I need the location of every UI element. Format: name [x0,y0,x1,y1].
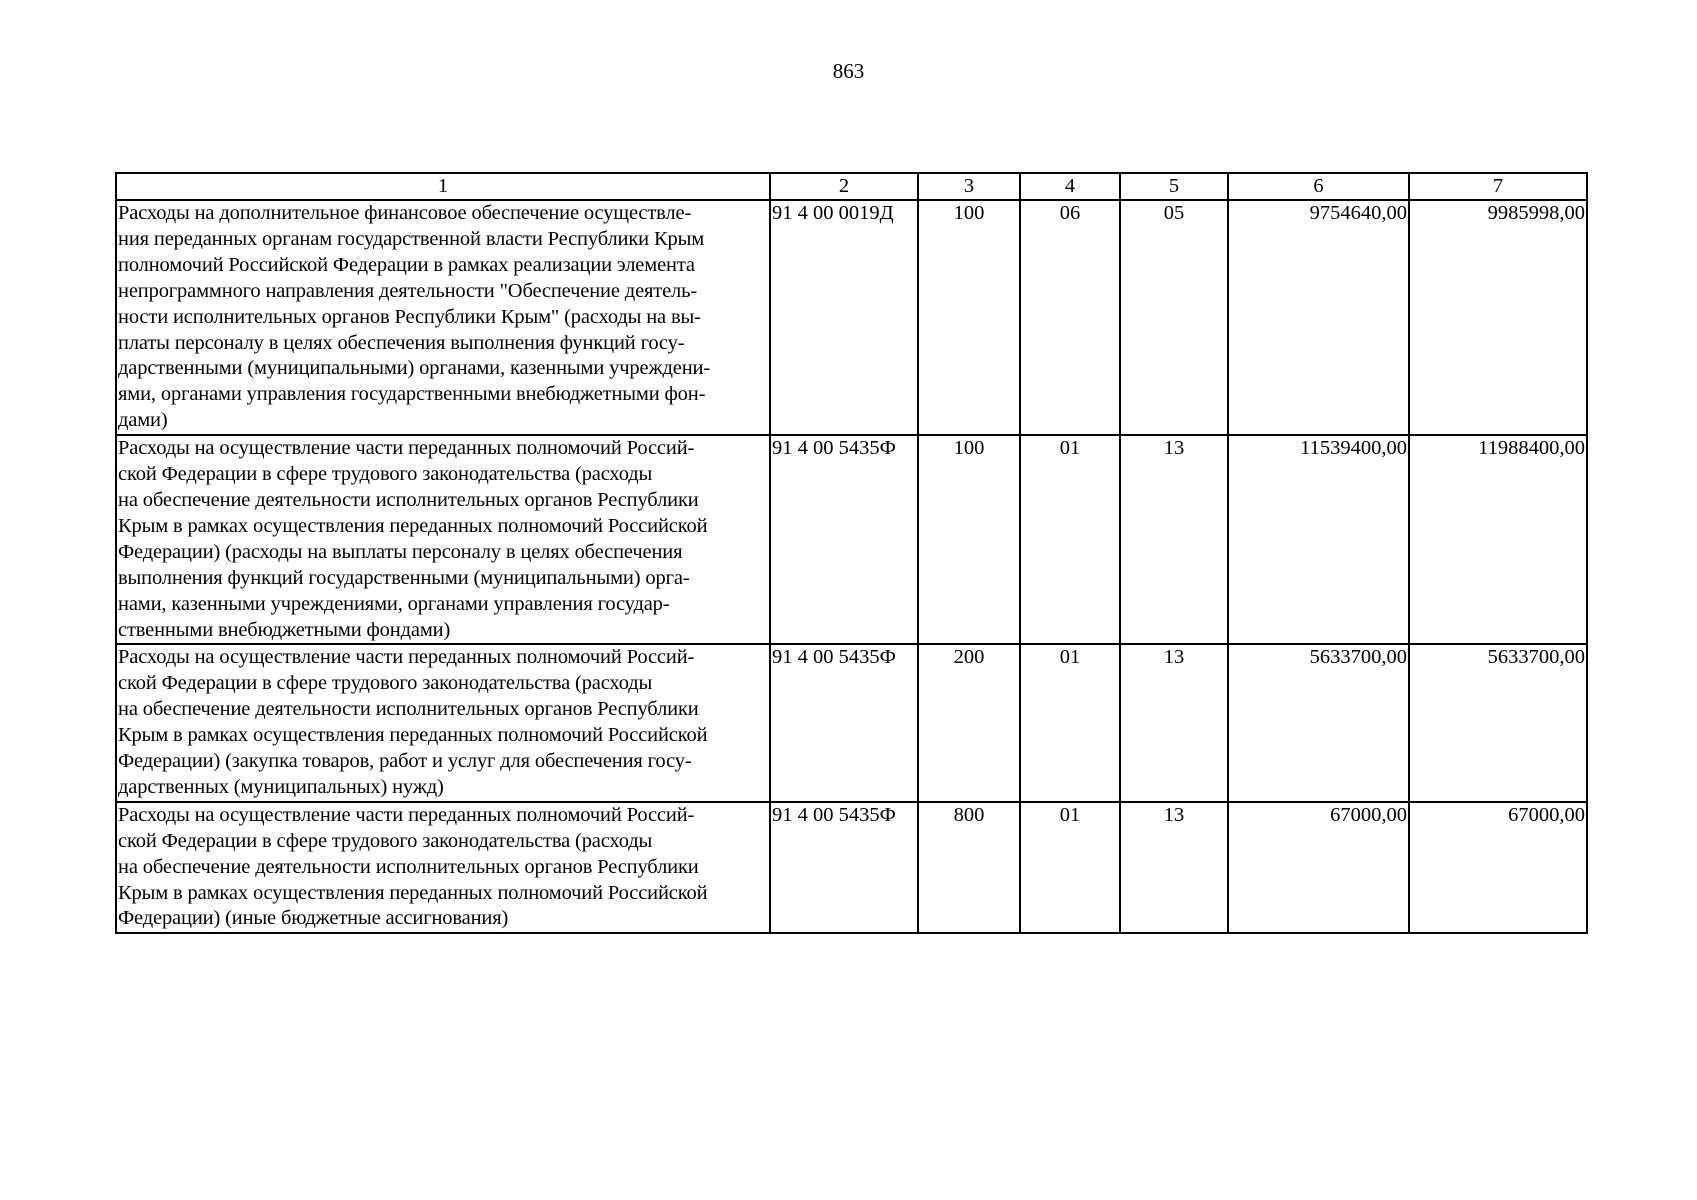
description-line: Расходы на дополнительное финансовое обеспечение осуществле- [118,202,692,224]
column-header-5: 5 [1120,173,1228,200]
description-line: ской Федерации в сфере трудового законодательства (расходы [118,672,653,695]
row-description [116,802,770,934]
description-line: Федерации) (расходы на выплаты персоналу в целях обеспечения [118,540,683,563]
expense-type-code: 800 [918,802,1020,934]
section-code: 06 [1020,200,1120,435]
description-line: Расходы на осуществление части переданных полномочий Россий- [118,803,695,826]
description-line: Федерации) (иные бюджетные ассигнования) [118,907,509,930]
column-header-6: 6 [1228,173,1409,200]
table-row [116,200,1587,435]
description-line: Крым в рамках осуществления переданных полномочий Российской [118,724,708,747]
section-code: 01 [1020,644,1120,801]
description-line: на обеспечение деятельности исполнительных органов Республики [118,488,699,511]
column-header-4: 4 [1020,173,1120,200]
description-line: ности исполнительных органов Республики Крым" (расходы на вы- [118,305,701,328]
expense-type-code: 200 [918,644,1020,801]
description-line: на обеспечение деятельности исполнительных органов Республики [118,698,699,721]
description-line: на обеспечение деятельности исполнительных органов Республики [118,855,699,878]
budget-table [115,172,1588,934]
description-line: нами, казенными учреждениями, органами управления государ- [118,592,670,615]
subsection-code: 13 [1120,644,1228,801]
amount-column-6: 67000,00 [1228,802,1409,934]
description-line: выполнения функций государственными (муниципальными) орга- [118,566,690,589]
amount-column-7: 9985998,00 [1409,200,1587,435]
amount-column-6: 9754640,00 [1228,200,1409,435]
section-code: 01 [1020,802,1120,934]
table-row [116,644,1587,801]
header-row [116,173,1587,200]
subsection-code: 13 [1120,435,1228,644]
amount-column-7: 5633700,00 [1409,644,1587,801]
amount-column-6: 5633700,00 [1228,644,1409,801]
budget-classification-code: 91 4 00 0019Д [770,200,918,435]
subsection-code: 05 [1120,200,1228,435]
table-row [116,802,1587,934]
section-code: 01 [1020,435,1120,644]
description-line: Крым в рамках осуществления переданных полномочий Российской [118,881,708,904]
description-line: Расходы на осуществление части переданных полномочий Россий- [118,646,695,669]
description-line: ской Федерации в сфере трудового законодательства (расходы [118,829,653,852]
budget-classification-code: 91 4 00 5435Ф [770,435,918,644]
description-line: дарственных (муниципальных) нужд) [118,775,444,798]
description-line: ственными внебюджетными фондами) [118,618,451,641]
description-line: ями, органами управления государственными внебюджетными фон- [118,383,706,406]
row-description [116,435,770,644]
expense-type-code: 100 [918,435,1020,644]
amount-column-6: 11539400,00 [1228,435,1409,644]
row-description [116,200,770,435]
budget-classification-code: 91 4 00 5435Ф [770,802,918,934]
row-description [116,644,770,801]
amount-column-7: 67000,00 [1409,802,1587,934]
column-header-2: 2 [770,173,918,200]
column-header-1: 1 [116,173,770,200]
table-row [116,435,1587,644]
amount-column-7: 11988400,00 [1409,435,1587,644]
subsection-code: 13 [1120,802,1228,934]
budget-classification-code: 91 4 00 5435Ф [770,644,918,801]
description-line: непрограммного направления деятельности "Обеспечение деятель- [118,279,698,302]
description-line: Расходы на осуществление части переданных полномочий Россий- [118,437,695,460]
description-line: полномочий Российской Федерации в рамках реализации элемента [118,253,695,276]
description-line: платы персоналу в целях обеспечения выполнения функций госу- [118,331,685,354]
column-header-3: 3 [918,173,1020,200]
description-line: Крым в рамках осуществления переданных полномочий Российской [118,514,708,537]
description-line: ской Федерации в сфере трудового законодательства (расходы [118,463,653,486]
description-line: ния переданных органам государственной власти Республики Крым [118,227,705,250]
description-line: Федерации) (закупка товаров, работ и услуг для обеспечения госу- [118,750,692,773]
page-number: 863 [832,59,865,83]
expense-type-code: 100 [918,200,1020,435]
column-header-7: 7 [1409,173,1587,200]
description-line: дарственными (муниципальными) органами, казенными учреждени- [118,357,711,380]
description-line: дами) [118,409,168,432]
